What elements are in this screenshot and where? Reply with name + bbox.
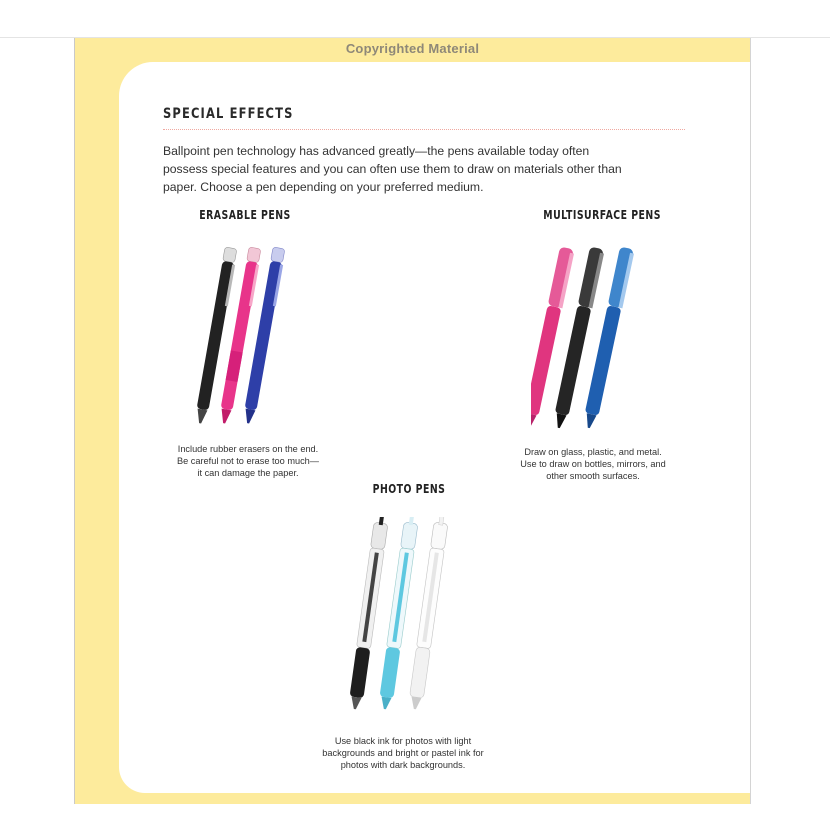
caption-line: Use black ink for photos with light — [334, 736, 472, 746]
caption-line: Draw on glass, plastic, and metal. — [524, 447, 662, 457]
caption-line: Be careful not to erase too much— — [177, 456, 319, 466]
copyright-notice: Copyrighted Material — [345, 41, 480, 56]
caption-line: backgrounds and bright or pastel ink for — [322, 748, 484, 758]
erasable-pens-caption — [165, 443, 331, 479]
caption-line: photos with dark backgrounds. — [340, 760, 466, 770]
caption-line: Include rubber erasers on the end. — [177, 444, 319, 454]
photo-pens-caption — [315, 735, 491, 771]
multisurface-pens-caption — [505, 446, 681, 482]
book-page — [75, 38, 750, 804]
page-content — [119, 62, 750, 793]
multisurface-pens-image — [531, 240, 661, 440]
caption-line: it can damage the paper. — [197, 468, 299, 478]
section-title: SPECIAL EFFECTS — [163, 106, 294, 122]
photo-pens-image — [339, 517, 469, 717]
multisurface-pens-title: MULTISURFACE PENS — [543, 208, 661, 222]
title-divider — [163, 129, 685, 130]
intro-paragraph: Ballpoint pen technology has advanced greatly—the pens available today often possess special features and you can often use them to draw on materials other than paper. Choose a pen depending on your preferred medium. — [163, 144, 622, 194]
page-edge-right — [750, 38, 751, 804]
caption-line: Use to draw on bottles, mirrors, and — [520, 459, 666, 469]
photo-pens-title: PHOTO PENS — [372, 482, 446, 496]
erasable-pens-image — [179, 240, 309, 440]
caption-line: other smooth surfaces. — [546, 471, 640, 481]
erasable-pens-title: ERASABLE PENS — [199, 208, 291, 222]
